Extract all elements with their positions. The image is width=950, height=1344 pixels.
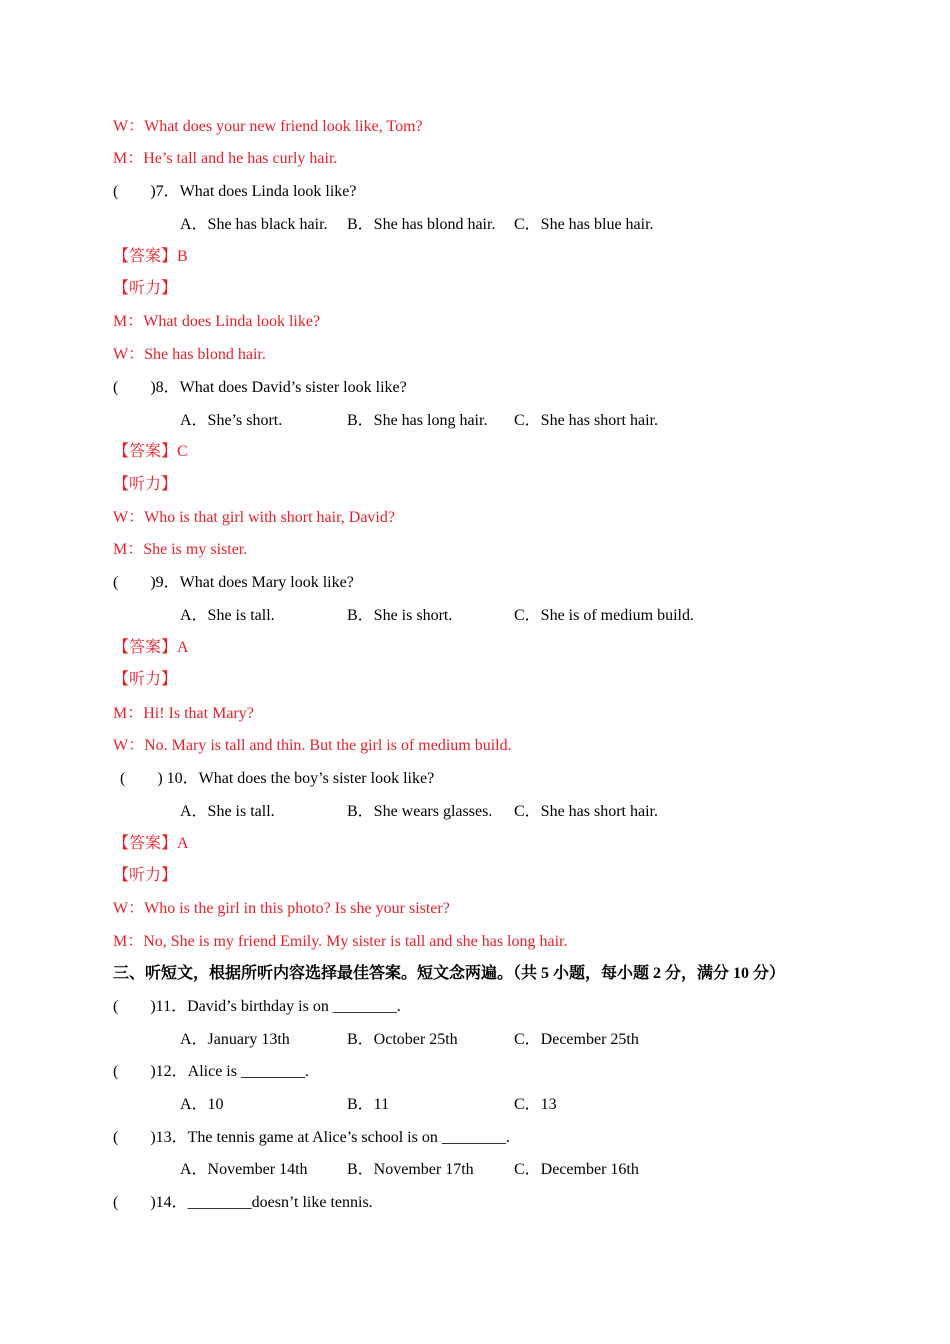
listening-label: 【听力】 [113,867,178,884]
option-a: A．10 [180,1096,224,1113]
option-c: C．She is of medium build. [514,607,695,624]
answer-label: 【答案】A [113,639,189,656]
answer-label: 【答案】C [113,443,188,460]
listening-label: 【听力】 [113,280,178,297]
option-a: A．She is tall. [180,607,275,624]
question-10: ( ) 10．What does the boy’s sister look like? [120,770,435,787]
dialogue-line: W：No. Mary is tall and thin. But the girl is of medium build. [113,737,512,754]
option-b: B．October 25th [347,1031,458,1048]
option-b: B．She has long hair. [347,412,488,429]
option-c: C．December 16th [514,1161,639,1178]
option-b: B．November 17th [347,1161,474,1178]
question-8: ( )8．What does David’s sister look like? [113,379,407,396]
option-b: B．She is short. [347,607,453,624]
option-a: A．January 13th [180,1031,290,1048]
dialogue-line: M：No, She is my friend Emily. My sister is tall and she has long hair. [113,933,568,950]
option-a: A．She is tall. [180,803,275,820]
dialogue-line: M：She is my sister. [113,541,248,558]
dialogue-line: W：She has blond hair. [113,346,266,363]
section-heading: 三、听短文，根据所听内容选择最佳答案。短文念两遍。（共 5 小题，每小题 2 分，满分 10 分） [113,965,786,982]
question-12: ( )12．Alice is ________. [113,1063,309,1080]
option-b: B．11 [347,1096,390,1113]
dialogue-line: W：Who is that girl with short hair, David? [113,509,395,526]
question-13: ( )13．The tennis game at Alice’s school is on ________. [113,1129,510,1146]
dialogue-line: M：Hi! Is that Mary? [113,705,254,722]
option-c: C．She has short hair. [514,803,658,820]
question-9: ( )9．What does Mary look like? [113,574,354,591]
dialogue-line: W：Who is the girl in this photo? Is she your sister? [113,900,450,917]
option-b: B．She wears glasses. [347,803,493,820]
dialogue-line: W：What does your new friend look like, Tom? [113,118,423,135]
option-c: C．She has short hair. [514,412,658,429]
option-a: A．November 14th [180,1161,308,1178]
question-11: ( )11．David’s birthday is on ________. [113,998,401,1015]
option-a: A．She has black hair. [180,216,328,233]
answer-label: 【答案】B [113,248,188,265]
question-14: ( )14．________doesn’t like tennis. [113,1194,373,1211]
option-c: C．December 25th [514,1031,639,1048]
listening-label: 【听力】 [113,671,178,688]
question-7: ( )7．What does Linda look like? [113,183,357,200]
option-c: C．She has blue hair. [514,216,654,233]
listening-label: 【听力】 [113,476,178,493]
dialogue-line: M：What does Linda look like? [113,313,321,330]
option-c: C．13 [514,1096,557,1113]
option-a: A．She’s short. [180,412,283,429]
option-b: B．She has blond hair. [347,216,496,233]
answer-label: 【答案】A [113,835,189,852]
dialogue-line: M：He’s tall and he has curly hair. [113,150,338,167]
